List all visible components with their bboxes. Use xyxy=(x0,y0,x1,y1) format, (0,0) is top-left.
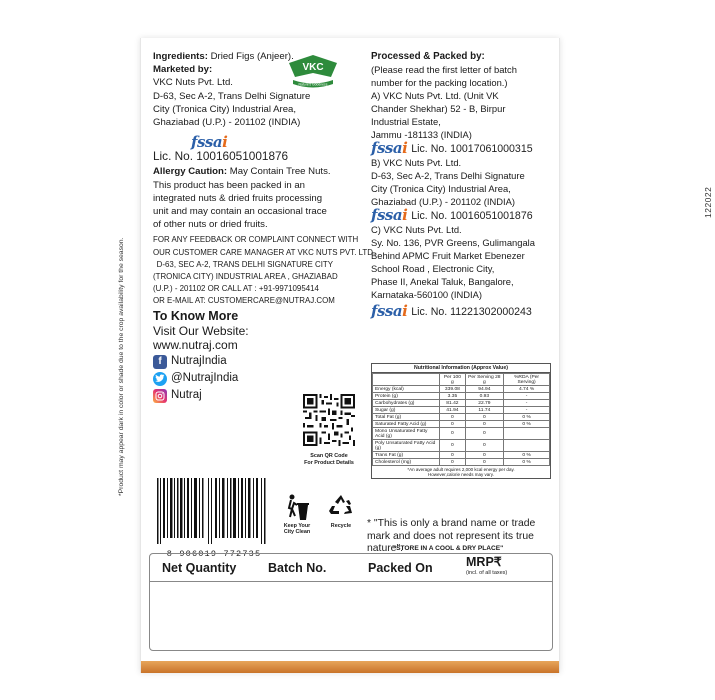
recycle-caption: Recycle xyxy=(330,523,352,529)
fssai-logo: fssai xyxy=(371,139,408,157)
nutrient-rda: - xyxy=(504,400,550,407)
nutrition-header-row xyxy=(373,374,550,386)
orange-bottom-band xyxy=(141,661,559,673)
nutrient-value: 0 xyxy=(465,459,504,466)
brand-disclaimer: * "This is only a brand name or trade mark and does not represent its true nature". xyxy=(367,518,536,554)
nutrient-rda: 4.74 % xyxy=(504,386,550,393)
nutrient-value: 0 xyxy=(465,428,504,440)
nutrition-title: Nutritional Information (Approx Value) xyxy=(372,364,550,373)
nutrition-row xyxy=(373,393,550,400)
allergy-line: unit and may contain an occasional trace xyxy=(153,206,327,218)
dustbin-icon xyxy=(284,493,310,521)
barcode xyxy=(153,478,275,558)
nutrient-name: Mono Unsaturated Fatty Acid (g) xyxy=(373,428,440,440)
qr-code[interactable] xyxy=(303,394,355,446)
nutrition-table xyxy=(371,363,551,479)
recycle-icon xyxy=(328,493,354,519)
packed-on-label: Packed On xyxy=(368,560,433,575)
nutrient-rda: 0 % xyxy=(504,421,550,428)
nutrition-row xyxy=(373,414,550,421)
nutrient-value: 22.79 xyxy=(465,400,504,407)
mrp-cell xyxy=(466,554,552,581)
nutrition-row xyxy=(373,421,550,428)
social-label: Nutraj xyxy=(171,389,202,402)
marketer-line: City (Tronica City) Industrial Area, xyxy=(153,103,297,115)
location-a-line: Industrial Estate, xyxy=(371,116,441,127)
feedback-line: (U.P.) - 201102 OR CALL AT : +91-9971095414 xyxy=(153,283,319,294)
location-c-line: School Road , Electronic City, xyxy=(371,263,495,274)
social-label: @NutrajIndia xyxy=(171,372,239,385)
recycle xyxy=(323,493,359,529)
nutrition-row xyxy=(373,440,550,452)
nutrient-value: 0 xyxy=(440,428,465,440)
nutrition-row xyxy=(373,400,550,407)
feedback-line: (TRONICA CITY) INDUSTRIAL AREA , GHAZIABAD xyxy=(153,271,338,282)
location-a-line: Chander Shekhar) 52 - B, Birpur xyxy=(371,103,506,114)
packed-intro-line: (Please read the first letter of batch xyxy=(371,64,517,75)
qr-code-block[interactable] xyxy=(299,394,359,466)
net-quantity-label: Net Quantity xyxy=(162,560,237,575)
nutrient-value: 0 xyxy=(465,414,504,421)
nutrient-value: 0 xyxy=(465,440,504,452)
nutrient-value: 0 xyxy=(465,421,504,428)
footnote-line: *An average adult requires 2,000 kcal energy per day. xyxy=(407,467,515,472)
nutrient-name: Sugar (g) xyxy=(373,407,440,414)
disposal-icons xyxy=(275,493,363,553)
nutrient-rda: - xyxy=(504,393,550,400)
nutrient-name: Saturated Fatty Acid (g) xyxy=(373,421,440,428)
right-column xyxy=(371,50,551,319)
lic-c: Lic. No. 11221302000243 xyxy=(411,306,532,318)
facebook-icon: f xyxy=(153,355,167,369)
social-twitter[interactable] xyxy=(153,372,365,386)
barcode-digits: 8 906019 772735 xyxy=(166,549,262,559)
mrp-label: MRP₹ xyxy=(466,554,502,569)
nutrient-value: 0 xyxy=(440,452,465,459)
nutrition-row xyxy=(373,407,550,414)
location-b-line: Ghaziabad (U.P.) - 201102 (INDIA) xyxy=(371,196,515,207)
twitter-icon xyxy=(153,372,167,386)
marketer-line: VKC Nuts Pvt. Ltd. xyxy=(153,77,233,89)
nutrient-value: 0 xyxy=(440,440,465,452)
website-link[interactable]: www.nutraj.com xyxy=(153,337,238,352)
footnote-line: However,calorie needs may vary. xyxy=(428,472,494,477)
lic-a-row xyxy=(371,141,551,156)
allergy-line: of other nuts or dried fruits. xyxy=(153,219,268,231)
batch-code: 122022 xyxy=(703,186,713,218)
social-label: NutrajIndia xyxy=(171,355,227,368)
nutrient-name: Cholesterol (mg) xyxy=(373,459,440,466)
nutrition-header: Per Serving 28 g xyxy=(465,374,504,386)
location-c-line: C) VKC Nuts Pvt. Ltd. xyxy=(371,224,462,235)
instagram-icon xyxy=(153,389,167,403)
allergy-label: Allergy Caution: xyxy=(153,166,228,178)
nutrient-value: 41.94 xyxy=(440,407,465,414)
nutrient-rda xyxy=(504,428,550,440)
feedback-line: D-63, SEC A-2, TRANS DELHI SIGNATURE CITY xyxy=(156,258,334,269)
package-back-panel xyxy=(140,38,713,673)
allergy-line: May Contain Tree Nuts. xyxy=(229,166,331,178)
packed-intro-line: number for the packing location.) xyxy=(371,77,508,88)
nutrition-header xyxy=(373,374,440,386)
location-a-line: Jammu -181133 (INDIA) xyxy=(371,129,472,140)
lic-b: Lic. No. 10016051001876 xyxy=(411,210,533,222)
svg-text:VKC: VKC xyxy=(302,62,324,73)
batch-info-box xyxy=(149,553,553,651)
marketed-by-label: Marketed by: xyxy=(153,64,213,76)
nutrient-value: 11.74 xyxy=(465,407,504,414)
location-a-line: A) VKC Nuts Pvt. Ltd. (Unit VK xyxy=(371,90,499,101)
storage-note: "STORE IN A COOL & DRY PLACE" xyxy=(393,545,504,552)
fssai-logo-row xyxy=(191,135,365,150)
location-c-line: Behind APMC Fruit Market Ebenezer xyxy=(371,250,525,261)
fssai-logo: fssai xyxy=(371,206,408,224)
lic-b-row xyxy=(371,208,551,223)
lic-a: Lic. No. 10017061000315 xyxy=(411,143,533,155)
feedback-line: FOR ANY FEEDBACK OR COMPLAINT CONNECT WITH xyxy=(153,234,359,245)
fssai-logo: fssai xyxy=(371,302,408,320)
nutrient-rda: - xyxy=(504,407,550,414)
left-column xyxy=(153,50,376,403)
batch-no-label: Batch No. xyxy=(268,560,327,575)
qr-caption-line: For Product Details xyxy=(304,459,354,466)
keep-city-clean xyxy=(279,493,315,535)
lic-number: Lic. No. 10016051001876 xyxy=(153,149,289,164)
nutrient-value: 0 xyxy=(440,421,465,428)
nutrition-row xyxy=(373,459,550,466)
barcode-bars xyxy=(153,478,275,544)
vkc-logo xyxy=(287,53,339,91)
nutrition-row xyxy=(373,386,550,393)
marketer-line: D-63, Sec A-2, Trans Delhi Signature xyxy=(153,90,311,102)
fssai-logo: fssai xyxy=(191,133,228,152)
dustbin-caption-line: Keep Your xyxy=(283,523,311,529)
location-c-line: Phase II, Anekal Taluk, Bangalore, xyxy=(371,276,514,287)
allergy-line: integrated nuts & dried fruits processing xyxy=(153,192,323,204)
to-know-more: To Know More xyxy=(153,308,239,323)
nutrient-value: 339.08 xyxy=(440,386,465,393)
batch-info-header xyxy=(150,554,552,582)
side-note: *Product may appear dark in color or shade due to the crop availability for the season. xyxy=(118,237,125,496)
nutrient-name: Poly Unsaturated Fatty Acid (g) xyxy=(373,440,440,452)
nutrient-rda: 0 % xyxy=(504,452,550,459)
nutrient-value: 94.94 xyxy=(465,386,504,393)
nutrition-row xyxy=(373,452,550,459)
qr-caption xyxy=(299,453,359,466)
nutrient-value: 0 xyxy=(440,459,465,466)
nutrient-rda: 0 % xyxy=(504,414,550,421)
feedback-line: OR E-MAIL AT: CUSTOMERCARE@NUTRAJ.COM xyxy=(153,295,335,306)
location-b-line: City (Tronica City) Industrial Area, xyxy=(371,183,511,194)
nutrient-value: 0 xyxy=(440,414,465,421)
location-c-line: Karnataka-560100 (INDIA) xyxy=(371,289,482,300)
lic-c-row xyxy=(371,304,551,319)
nutrient-name: Energy (kcal) xyxy=(373,386,440,393)
nutrition-header: Per 100 g xyxy=(440,374,465,386)
visit-website-label: Visit Our Website: xyxy=(153,323,249,338)
location-b-line: D-63, Sec A-2, Trans Delhi Signature xyxy=(371,170,525,181)
nutrition-header: %RDA (Per Serving) xyxy=(504,374,550,386)
dustbin-caption-line: City Clean xyxy=(283,529,311,535)
ingredients-label: Ingredients: xyxy=(153,51,208,62)
marketer-line: Ghaziabad (U.P.) - 201102 (INDIA) xyxy=(153,117,301,129)
social-facebook[interactable] xyxy=(153,355,365,369)
nutrient-name: Protein (g) xyxy=(373,393,440,400)
svg-text:Nature's Goodness: Nature's Goodness xyxy=(298,82,328,87)
nutrient-rda: 0 % xyxy=(504,459,550,466)
allergy xyxy=(153,165,365,178)
nutrition-footnote xyxy=(372,466,550,478)
nutrient-name: Trans Fat (g) xyxy=(373,452,440,459)
location-c-line: Sy. No. 136, PVR Greens, Gulimangala xyxy=(371,237,535,248)
qr-caption-line: Scan QR Code xyxy=(310,453,348,459)
nutrient-rda xyxy=(504,440,550,452)
packed-by-label: Processed & Packed by: xyxy=(371,51,485,62)
feedback-block xyxy=(153,233,376,306)
mrp-sub-label: (incl. of all taxes) xyxy=(466,569,508,576)
nutrient-value: 0 xyxy=(465,452,504,459)
nutrient-value: 0.93 xyxy=(465,393,504,400)
feedback-line: OUR CUSTOMER CARE MANAGER AT VKC NUTS PVT. LTD. xyxy=(153,246,376,257)
allergy-line: This product has been packed in an xyxy=(153,179,306,191)
nutrition-row xyxy=(373,428,550,440)
nutrient-name: Carbohydrates (g) xyxy=(373,400,440,407)
nutrient-name: Total Fat (g) xyxy=(373,414,440,421)
nutrient-value: 81.42 xyxy=(440,400,465,407)
location-b-line: B) VKC Nuts Pvt. Ltd. xyxy=(371,157,462,168)
nutrient-value: 3.35 xyxy=(440,393,465,400)
ingredients-value: Dried Figs (Anjeer). xyxy=(210,51,294,62)
